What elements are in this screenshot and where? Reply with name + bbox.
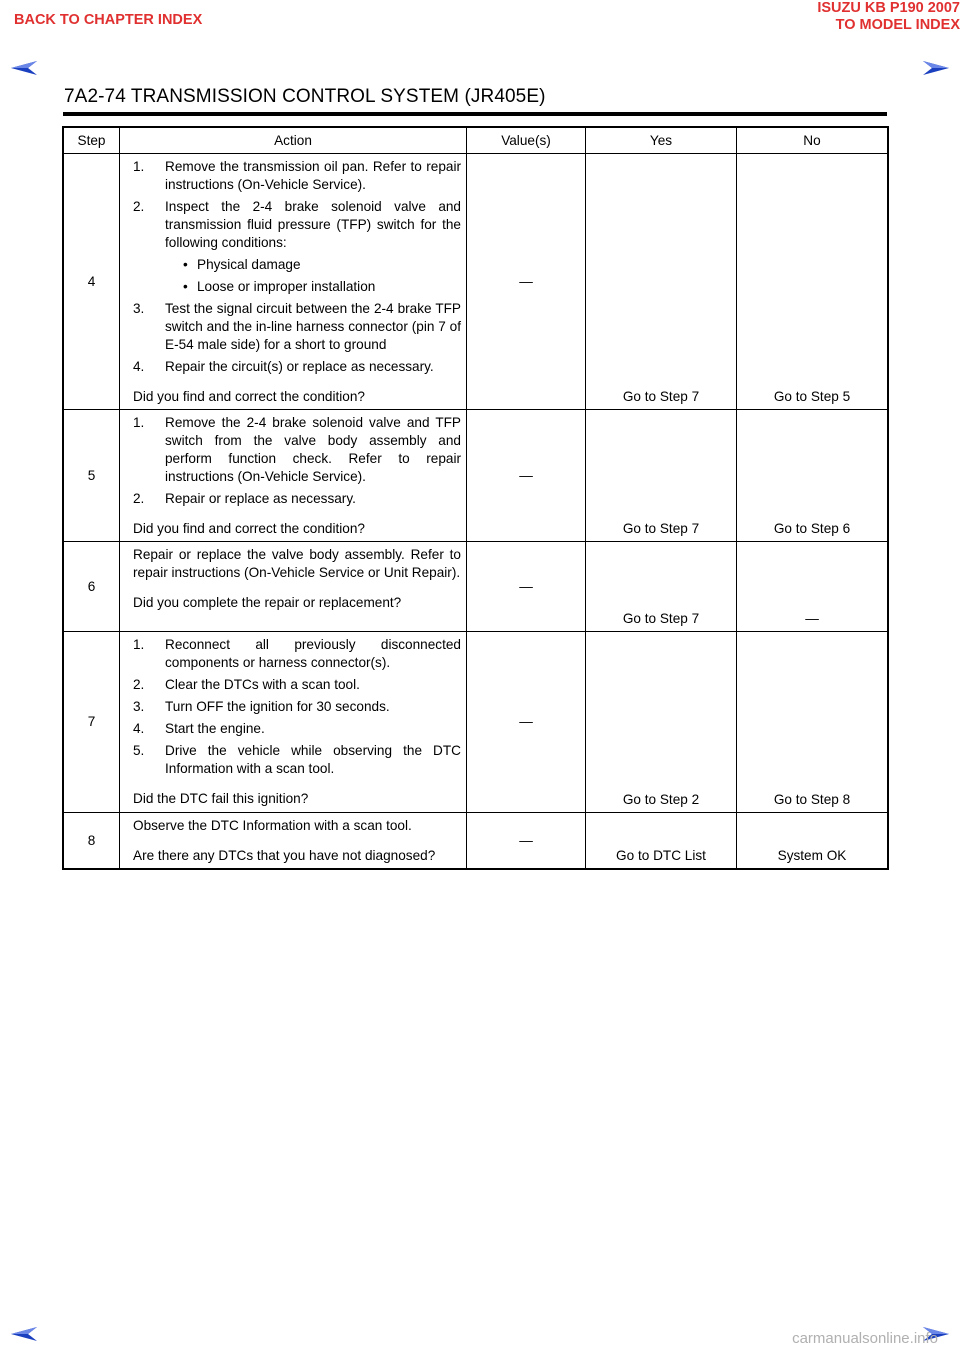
watermark: carmanualsonline.info	[792, 1330, 938, 1347]
value-cell: —	[467, 632, 586, 813]
action-cell	[120, 154, 467, 410]
table-row	[64, 154, 888, 410]
arrow-left-icon[interactable]	[10, 1326, 38, 1342]
list-item: 2. Clear the DTCs with a scan tool.	[133, 677, 360, 692]
column-header-yes: Yes	[586, 128, 737, 154]
list-item: 5. Drive the vehicle while observing the DTC Information with a scan tool.	[133, 743, 461, 776]
step-question: Did you find and correct the condition?	[133, 389, 365, 404]
step-number: 5	[64, 410, 120, 542]
no-cell: Go to Step 6	[737, 410, 888, 542]
column-header-no: No	[737, 128, 888, 154]
step-number: 8	[64, 813, 120, 869]
list-item: 1. Reconnect all previously disconnected components or harness connector(s).	[133, 637, 461, 670]
step-number: 7	[64, 632, 120, 813]
column-header-values: Value(s)	[467, 128, 586, 154]
table-row	[64, 813, 888, 869]
list-item: 2. Repair or replace as necessary.	[133, 491, 356, 506]
bullet-item: • Loose or improper installation	[183, 279, 376, 294]
action-cell	[120, 542, 467, 632]
value-cell: —	[467, 154, 586, 410]
yes-cell: Go to Step 7	[586, 542, 737, 632]
table-row	[64, 542, 888, 632]
model-name-link[interactable]: ISUZU KB P190 2007	[817, 0, 960, 16]
no-cell: Go to Step 5	[737, 154, 888, 410]
list-item: 4. Repair the circuit(s) or replace as necessary.	[133, 359, 434, 374]
column-header-step: Step	[64, 128, 120, 154]
back-to-chapter-index-link[interactable]: BACK TO CHAPTER INDEX	[14, 12, 203, 28]
step-question: Did the DTC fail this ignition?	[133, 791, 309, 806]
action-text: Repair or replace the valve body assembly. Refer to repair instructions (On-Vehicle Service or Unit Repair).	[133, 547, 461, 580]
yes-cell: Go to Step 7	[586, 410, 737, 542]
list-item: 1. Remove the 2-4 brake solenoid valve and TFP switch from the valve body assembly and perform function check. Refer to repair instructions (On-Vehicle Service).	[133, 415, 461, 484]
yes-cell: Go to Step 2	[586, 632, 737, 813]
list-item: 3. Turn OFF the ignition for 30 seconds.	[133, 699, 390, 714]
to-model-index-link[interactable]: TO MODEL INDEX	[835, 17, 960, 33]
step-question: Did you complete the repair or replacement?	[133, 595, 402, 610]
arrow-left-icon[interactable]	[10, 60, 38, 76]
page-title: 7A2-74 TRANSMISSION CONTROL SYSTEM (JR405E)	[64, 86, 546, 107]
value-cell: —	[467, 410, 586, 542]
action-cell	[120, 813, 467, 869]
column-header-action: Action	[120, 128, 467, 154]
arrow-right-icon[interactable]	[922, 60, 950, 76]
table-row	[64, 410, 888, 542]
no-cell: System OK	[737, 813, 888, 869]
yes-cell: Go to Step 7	[586, 154, 737, 410]
action-cell	[120, 632, 467, 813]
list-item: 4. Start the engine.	[133, 721, 265, 736]
list-item: 3. Test the signal circuit between the 2-4 brake TFP switch and the in-line harness connector (pin 7 of E-54 male side) for a short to ground	[133, 301, 461, 352]
step-number: 6	[64, 542, 120, 632]
list-item: 2. Inspect the 2-4 brake solenoid valve and transmission fluid pressure (TFP) switch for the following conditions:	[133, 199, 461, 250]
step-question: Did you find and correct the condition?	[133, 521, 365, 536]
table-row	[64, 632, 888, 813]
step-number: 4	[64, 154, 120, 410]
no-cell: Go to Step 8	[737, 632, 888, 813]
value-cell: —	[467, 542, 586, 632]
no-cell: —	[737, 542, 888, 632]
action-cell	[120, 410, 467, 542]
diagnostic-table	[63, 127, 888, 869]
heading-rule	[63, 112, 887, 116]
action-text: Observe the DTC Information with a scan tool.	[133, 818, 412, 833]
list-item: 1. Remove the transmission oil pan. Refer to repair instructions (On-Vehicle Service).	[133, 159, 461, 192]
value-cell: —	[467, 813, 586, 869]
table-header-row	[64, 128, 888, 154]
yes-cell: Go to DTC List	[586, 813, 737, 869]
step-question: Are there any DTCs that you have not diagnosed?	[133, 848, 436, 863]
bullet-item: • Physical damage	[183, 257, 301, 272]
